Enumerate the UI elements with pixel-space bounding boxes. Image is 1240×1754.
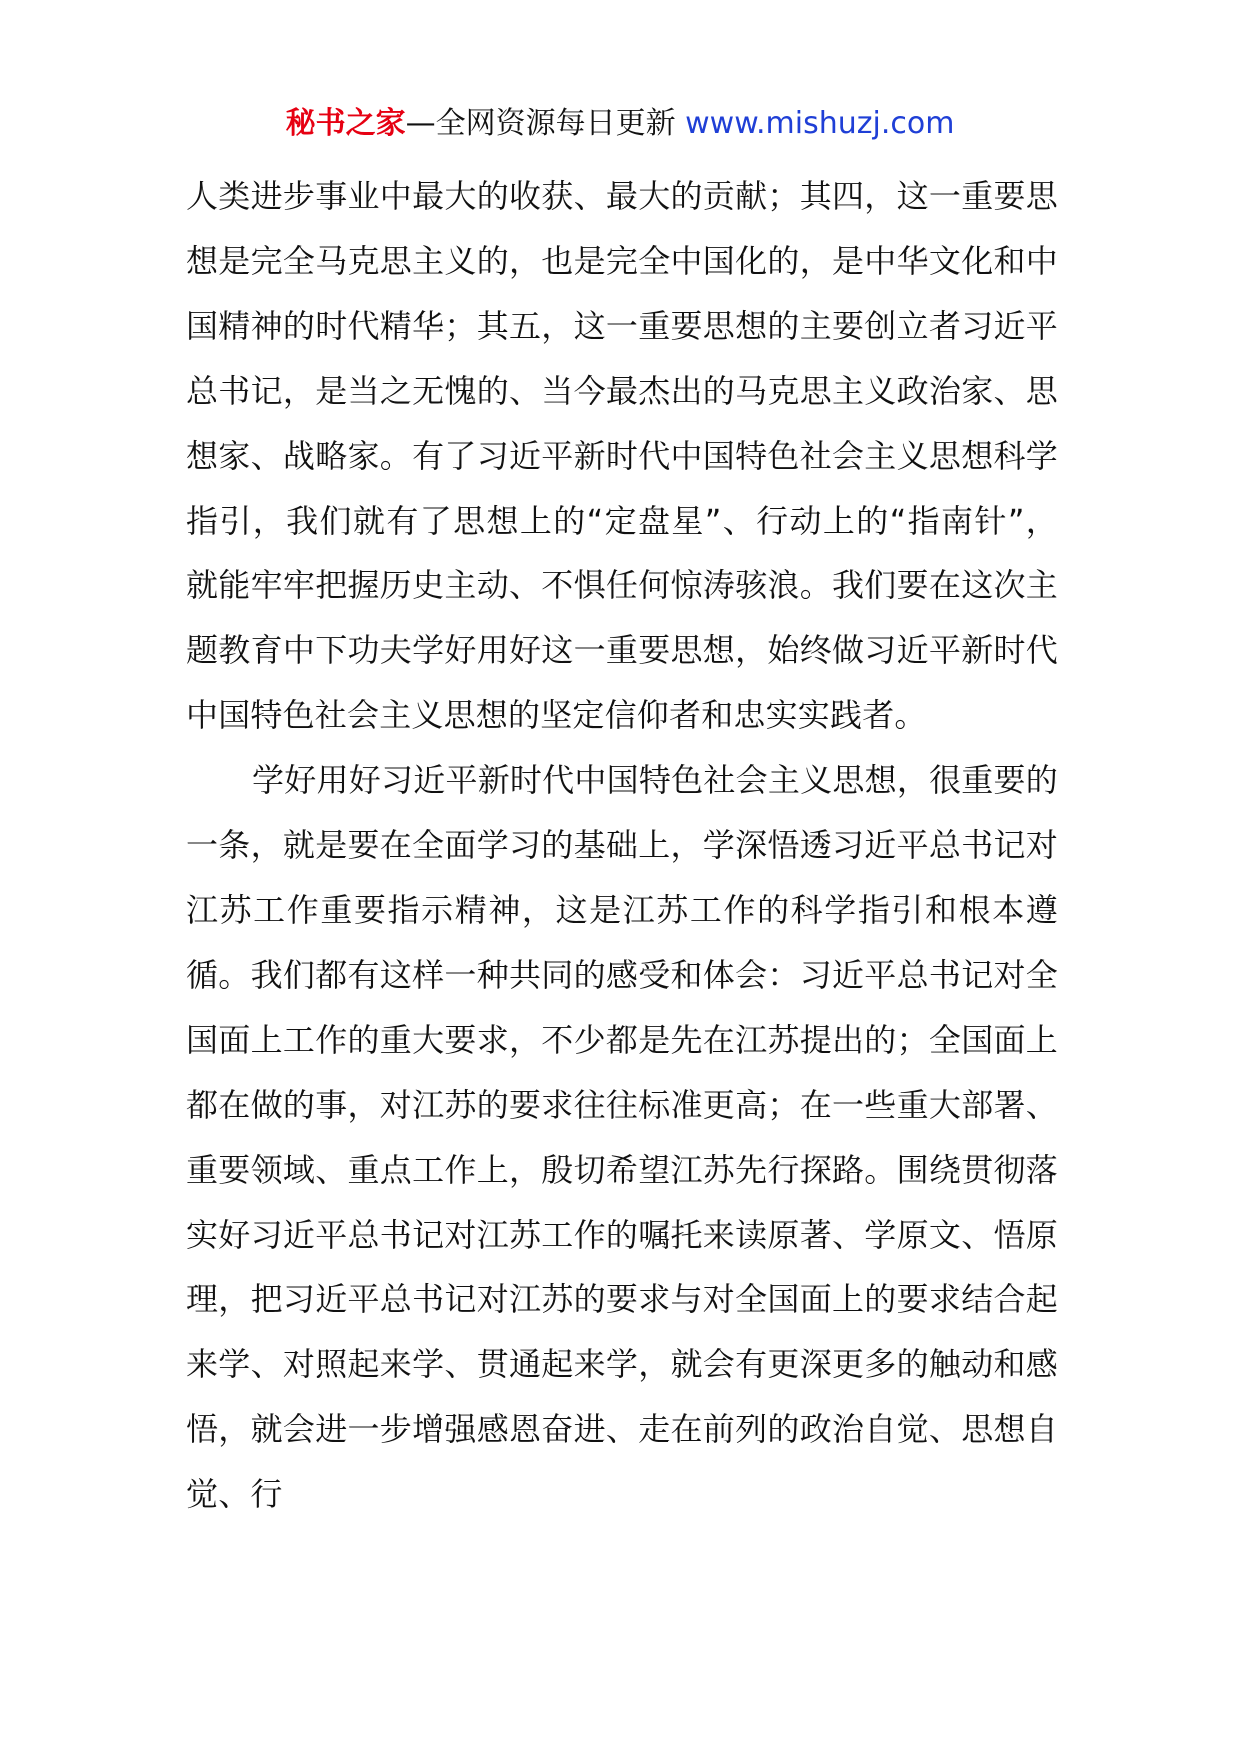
page-header	[0, 104, 1240, 144]
site-url-link[interactable]: www.mishuzj.com	[685, 106, 955, 141]
paragraph-study-guidance: 学好用好习近平新时代中国特色社会主义思想，很重要的一条，就是要在全面学习的基础上，学深悟透习近平总书记对江苏工作重要指示精神，这是江苏工作的科学指引和根本遵循。我们都有这样一种共同的感受和体会：习近平总书记对全国面上工作的重大要求，不少都是先在江苏提出的；全国面上都在做的事，对江苏的要求往往标准更高；在一些重大部署、重要领域、重点工作上，殷切希望江苏先行探路。围绕贯彻落实好习近平总书记对江苏工作的嘱托来读原著、学原文、悟原理，把习近平总书记对江苏的要求与对全国面上的要求结合起来学、对照起来学、贯通起来学，就会有更深更多的触动和感悟，就会进一步增强感恩奋进、走在前列的政治自觉、思想自觉、行	[186, 761, 1058, 1514]
document-body	[186, 164, 1058, 1527]
brand-name: 秘书之家	[285, 106, 406, 141]
header-slogan: —全网资源每日更新	[405, 106, 686, 141]
paragraph-continued: 人类进步事业中最大的收获、最大的贡献；其四，这一重要思想是完全马克思主义的，也是完全中国化的，是中华文化和中国精神的时代精华；其五，这一重要思想的主要创立者习近平总书记，是当之无愧的、当今最杰出的马克思主义政治家、思想家、战略家。有了习近平新时代中国特色社会主义思想科学指引，我们就有了思想上的“定盘星”、行动上的“指南针”，就能牢牢把握历史主动、不惧任何惊涛骇浪。我们要在这次主题教育中下功夫学好用好这一重要思想，始终做习近平新时代中国特色社会主义思想的坚定信仰者和忠实实践者。	[186, 177, 1058, 735]
